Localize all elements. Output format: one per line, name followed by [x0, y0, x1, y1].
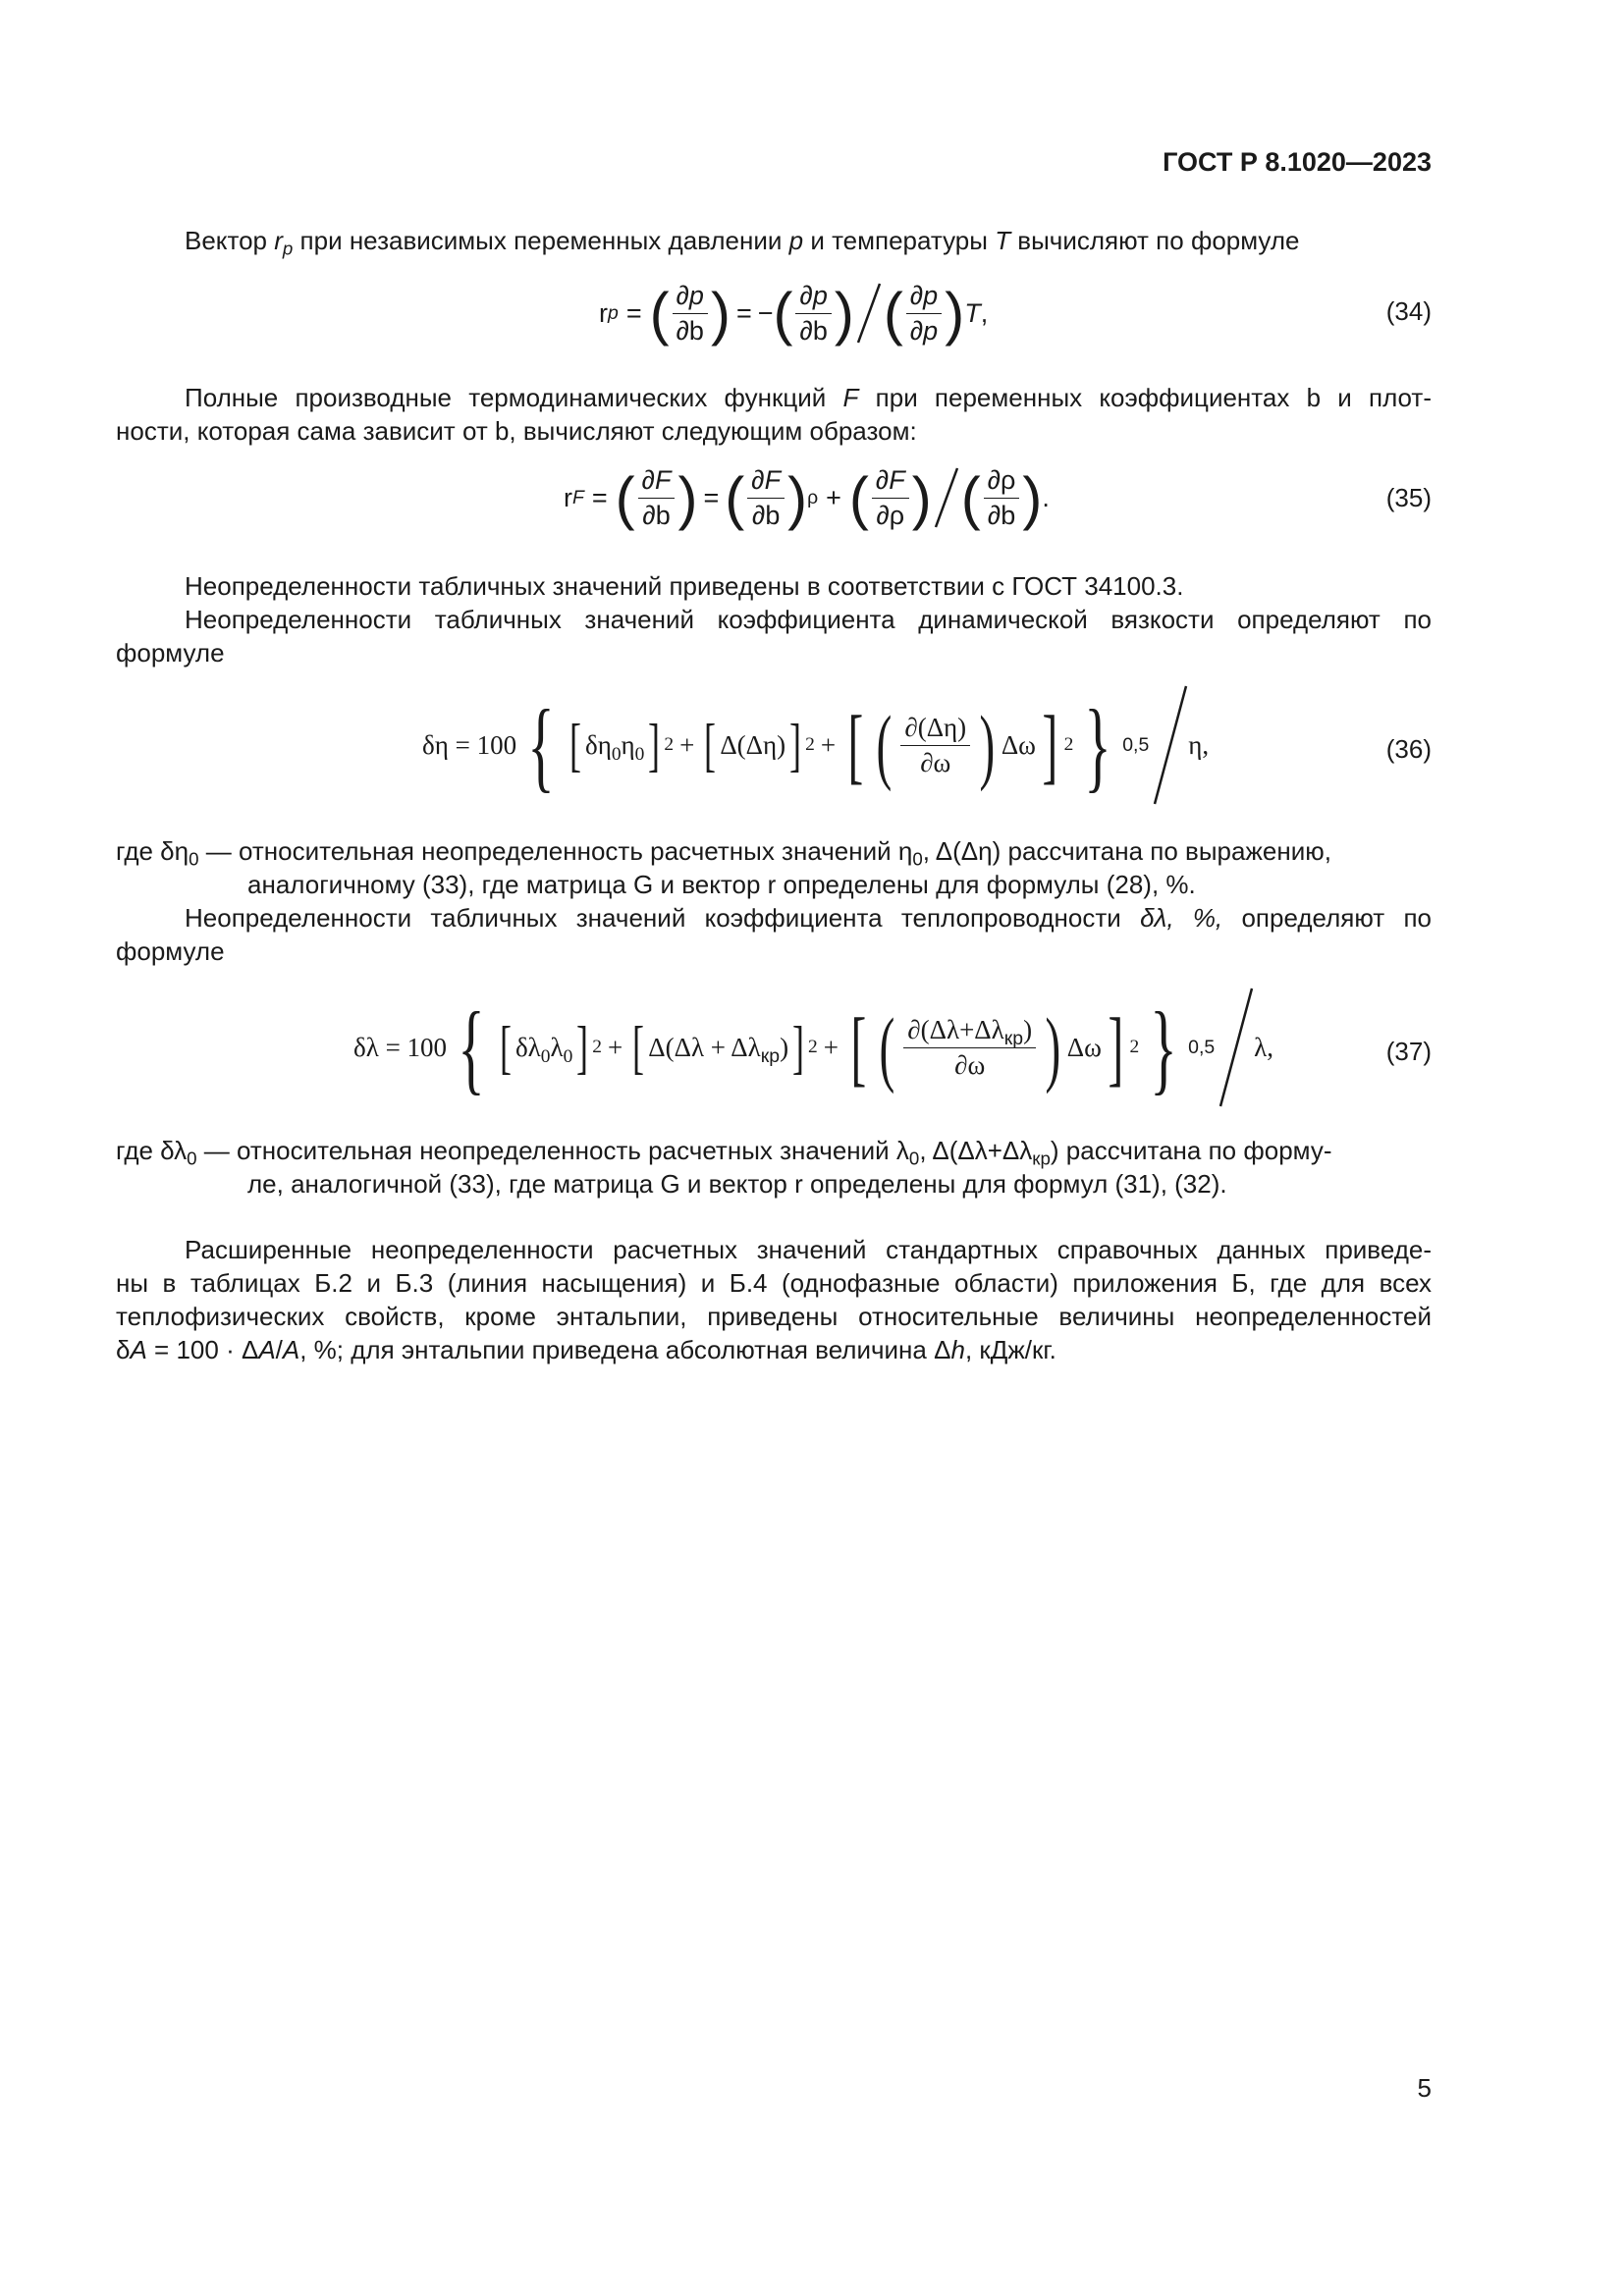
document-id: ГОСТ Р 8.1020—2023 — [1163, 147, 1432, 177]
where-eta0-line2: аналогичному (33), где матрица G и вектор r определены для формулы (28), %. — [247, 870, 1196, 899]
paragraph-full-derivatives-line2: ности, которая сама зависит от b, вычисляют следующим образом: — [116, 416, 917, 446]
equation-number-36: (36) — [1385, 734, 1432, 764]
paragraph-extended-uncertainties-line2: ны в таблицах Б.2 и Б.3 (линия насыщения) и Б.4 (однофазные области) приложения Б, где для всех — [116, 1268, 1432, 1298]
equation-36: δη = 100 { [ $\delta\eta_0\eta_0$ ] 2 + [ Δ(Δη) ] 2 + [ ( $\frac{\partial(\Delta\eta)}{\partial\omega}$ ) Δω ] 2 } 0,5 η, — [422, 681, 1209, 809]
paragraph-conductivity-line2: формуле — [116, 936, 225, 966]
where-eta0-line1: где $\delta\eta_0$ — относительная неопределенность расчетных значений $\eta_0$, Δ(Δη) рассчитана по выражению, — [116, 836, 1331, 870]
paragraph-extended-uncertainties-line1: Расширенные неопределенности расчетных значений стандартных справочных данных приведе- — [185, 1235, 1432, 1264]
where-lambda0-line2: ле, аналогичной (33), где матрица G и вектор r определены для формул (31), (32). — [247, 1169, 1227, 1199]
equation-number-37: (37) — [1385, 1037, 1432, 1066]
paragraph-uncertainties-gost: Неопределенности табличных значений приведены в соответствии с ГОСТ 34100.3. — [185, 571, 1184, 601]
paragraph-extended-uncertainties-line3: теплофизических свойств, кроме энтальпии, приведены относительные величины неопределенностей — [116, 1302, 1432, 1331]
paragraph-extended-uncertainties-line4: δA = 100 · ΔA/A, %; для энтальпии приведена абсолютная величина Δh, кДж/кг. — [116, 1335, 1056, 1364]
page-number: 5 — [1417, 2073, 1432, 2103]
where-lambda0-line1: где $\delta\lambda_0$ — относительная неопределенность расчетных значений $\lambda_0$, $\Delta(\Delta\lambda+\Delta\lambda_{кр})$ рассчитана по форму- — [116, 1136, 1332, 1169]
equation-35: r F = ( $\frac{\partial F}{\partial b}$ ) = ( $\frac{\partial F}{\partial b}$ ) ρ + ( $\frac{\partial F}{\partial\rho}$ ) ( $\frac{\partial\rho}{\partial b}$ ) . — [564, 464, 1050, 531]
paragraph-vector-rp: Вектор $r_p$ при независимых переменных давлении p и температуры T вычисляют по формуле — [185, 226, 1300, 259]
equation-number-35: (35) — [1385, 483, 1432, 512]
equation-37: δλ = 100 { [ $\delta\lambda_0\lambda_0$ ] 2 + [ $\Delta(\Delta\lambda + \Delta\lambda_{кр})$ ] 2 + [ ( $\frac{\partial(\Delta\lambda+\Delta\lambda_{кр})}{\partial\omega}$ ) Δω ] 2 } 0,5 λ, — [353, 984, 1273, 1111]
equation-34: r p = ( $\frac{\partial p}{\partial b}$ ) = − ( $\frac{\partial p}{\partial b}$ ) ( $\frac{\partial p}{\partial p}$ ) T , — [599, 280, 989, 347]
paragraph-viscosity-line2: формуле — [116, 638, 225, 667]
equation-number-34: (34) — [1385, 296, 1432, 326]
paragraph-viscosity-line1: Неопределенности табличных значений коэффициента динамической вязкости определяют по — [185, 605, 1432, 634]
paragraph-full-derivatives-line1: Полные производные термодинамических функций F при переменных коэффициентах b и плот- — [185, 383, 1432, 412]
paragraph-conductivity-line1: Неопределенности табличных значений коэффициента теплопроводности δλ, %, определяют по — [185, 903, 1432, 933]
